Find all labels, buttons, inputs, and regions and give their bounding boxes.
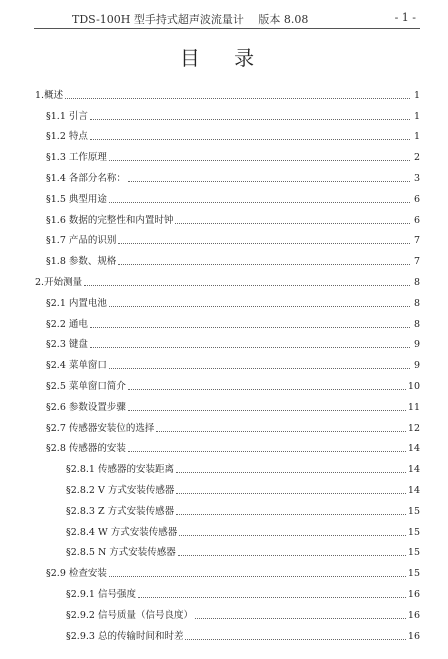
toc-entry[interactable] [35, 580, 420, 601]
toc-entry[interactable] [35, 268, 420, 289]
toc-entry-page: 6 [413, 193, 420, 205]
toc-entry-label: §2.9.2 信号质量（信号良度） [66, 609, 193, 621]
toc-entry[interactable] [35, 247, 420, 268]
toc-entry-label: §1.2 特点 [46, 131, 88, 143]
toc-entry[interactable] [35, 164, 420, 185]
toc-entry[interactable] [35, 539, 420, 560]
toc-entry[interactable] [35, 289, 420, 310]
dot-leader [128, 410, 406, 411]
toc-entry[interactable] [35, 497, 420, 518]
toc-entry-label: §2.7 传感器安装位的选择 [46, 422, 155, 434]
toc-entry-label: §2.9.1 信号强度 [66, 588, 136, 600]
toc-entry[interactable] [35, 143, 420, 164]
toc-entry-label: §2.8.3 Z 方式安装传感器 [66, 505, 175, 517]
toc-entry[interactable] [35, 227, 420, 248]
toc-entry[interactable] [35, 393, 420, 414]
dot-leader [185, 639, 405, 640]
dot-leader [109, 576, 406, 577]
toc-entry-label: §1.1 引言 [46, 110, 88, 122]
toc-entry-label: §2.8.1 传感器的安装距离 [66, 464, 174, 476]
dot-leader [128, 451, 406, 452]
toc-entry-label: §2.8.5 N 方式安装传感器 [66, 547, 176, 559]
dot-leader [176, 472, 406, 473]
toc-entry-page: 15 [407, 505, 420, 517]
toc-entry[interactable] [35, 185, 420, 206]
toc-entry-label: §1.6 数据的完整性和内置时钟 [46, 214, 174, 226]
dot-leader [175, 223, 410, 224]
toc-entry-page: 15 [407, 568, 420, 580]
toc-entry-page: 14 [407, 443, 420, 455]
toc-entry-page: 1 [413, 131, 420, 143]
toc-entry[interactable] [35, 123, 420, 144]
toc-entry-page: 9 [413, 360, 420, 372]
toc-heading: 目 录 [179, 46, 269, 70]
toc-entry-page: 8 [413, 297, 420, 309]
dot-leader [176, 514, 406, 515]
dot-leader [109, 368, 410, 369]
toc-entry-page: 6 [413, 214, 420, 226]
toc-entry-page: 14 [407, 464, 420, 476]
dot-leader [109, 306, 410, 307]
toc-entry[interactable] [35, 455, 420, 476]
toc-entry-label: §2.9.3 总的传输时间和时差 [66, 630, 184, 642]
dot-leader [118, 264, 410, 265]
toc-entry[interactable] [35, 102, 420, 123]
dot-leader [109, 202, 410, 203]
toc-entry-label: §1.5 典型用途 [46, 193, 107, 205]
table-of-contents [35, 81, 420, 643]
toc-entry-page: 7 [413, 256, 420, 268]
dot-leader [128, 389, 406, 390]
toc-entry-label: §2.1 内置电池 [46, 297, 107, 309]
toc-entry-label: §2.3 键盘 [46, 339, 88, 351]
toc-entry[interactable] [35, 351, 420, 372]
toc-entry[interactable] [35, 622, 420, 643]
toc-entry-label: §1.8 参数、规格 [46, 256, 117, 268]
toc-entry-label: §2.4 菜单窗口 [46, 360, 107, 372]
toc-entry-page: 8 [413, 318, 420, 330]
toc-entry-page: 2 [413, 152, 420, 164]
toc-entry-page: 12 [407, 422, 420, 434]
toc-entry[interactable] [35, 81, 420, 102]
toc-entry-page: 1 [413, 110, 420, 122]
running-header [34, 10, 420, 29]
toc-entry[interactable] [35, 518, 420, 539]
toc-entry[interactable] [35, 372, 420, 393]
toc-entry-page: 11 [407, 401, 420, 413]
toc-entry-page: 15 [407, 526, 420, 538]
dot-leader [90, 327, 410, 328]
toc-entry[interactable] [35, 206, 420, 227]
toc-entry-page: 15 [407, 547, 420, 559]
toc-entry-page: 8 [413, 276, 420, 288]
toc-entry-page: 16 [407, 588, 420, 600]
toc-entry[interactable] [35, 435, 420, 456]
dot-leader [176, 493, 406, 494]
toc-entry-label: §2.2 通电 [46, 318, 88, 330]
toc-entry[interactable] [35, 331, 420, 352]
dot-leader [156, 431, 406, 432]
dot-leader [195, 618, 406, 619]
dot-leader [90, 119, 410, 120]
dot-leader [84, 285, 410, 286]
dot-leader [90, 347, 410, 348]
toc-entry-page: 10 [407, 380, 420, 392]
toc-entry-label: §2.8.2 V 方式安装传感器 [66, 484, 175, 496]
toc-entry-page: 3 [413, 172, 420, 184]
toc-entry-label: §2.6 参数设置步骤 [46, 401, 126, 413]
toc-entry-label: §2.8.4 W 方式安装传感器 [66, 526, 178, 538]
dot-leader [65, 98, 410, 99]
document-title: TDS-100H 型手持式超声波流量计 版本 8.08 [72, 13, 309, 26]
toc-entry-label: §1.3 工作原理 [46, 152, 107, 164]
toc-entry[interactable] [35, 559, 420, 580]
dot-leader [138, 597, 406, 598]
dot-leader [128, 181, 410, 182]
toc-entry-label: 2.开始测量 [35, 276, 83, 288]
toc-entry[interactable] [35, 414, 420, 435]
toc-entry-label: §2.5 菜单窗口简介 [46, 380, 126, 392]
toc-entry-label: §2.9 检查安装 [46, 568, 107, 580]
toc-entry-page: 7 [413, 235, 420, 247]
dot-leader [90, 139, 410, 140]
toc-entry-page: 16 [407, 609, 420, 621]
toc-entry-page: 16 [407, 630, 420, 642]
toc-entry-page: 1 [413, 89, 420, 101]
dot-leader [109, 160, 410, 161]
toc-entry-page: 14 [407, 484, 420, 496]
toc-entry-label: §1.7 产品的识别 [46, 235, 117, 247]
toc-entry[interactable] [35, 476, 420, 497]
toc-entry[interactable] [35, 310, 420, 331]
page-number: - 1 - [394, 11, 416, 24]
toc-entry-label: 1.概述 [35, 89, 64, 101]
toc-entry[interactable] [35, 601, 420, 622]
dot-leader [179, 535, 406, 536]
dot-leader [118, 243, 410, 244]
toc-entry-page: 9 [413, 339, 420, 351]
dot-leader [178, 555, 406, 556]
toc-entry-label: §1.4 各部分名称： [46, 172, 126, 184]
toc-entry-label: §2.8 传感器的安装 [46, 443, 126, 455]
